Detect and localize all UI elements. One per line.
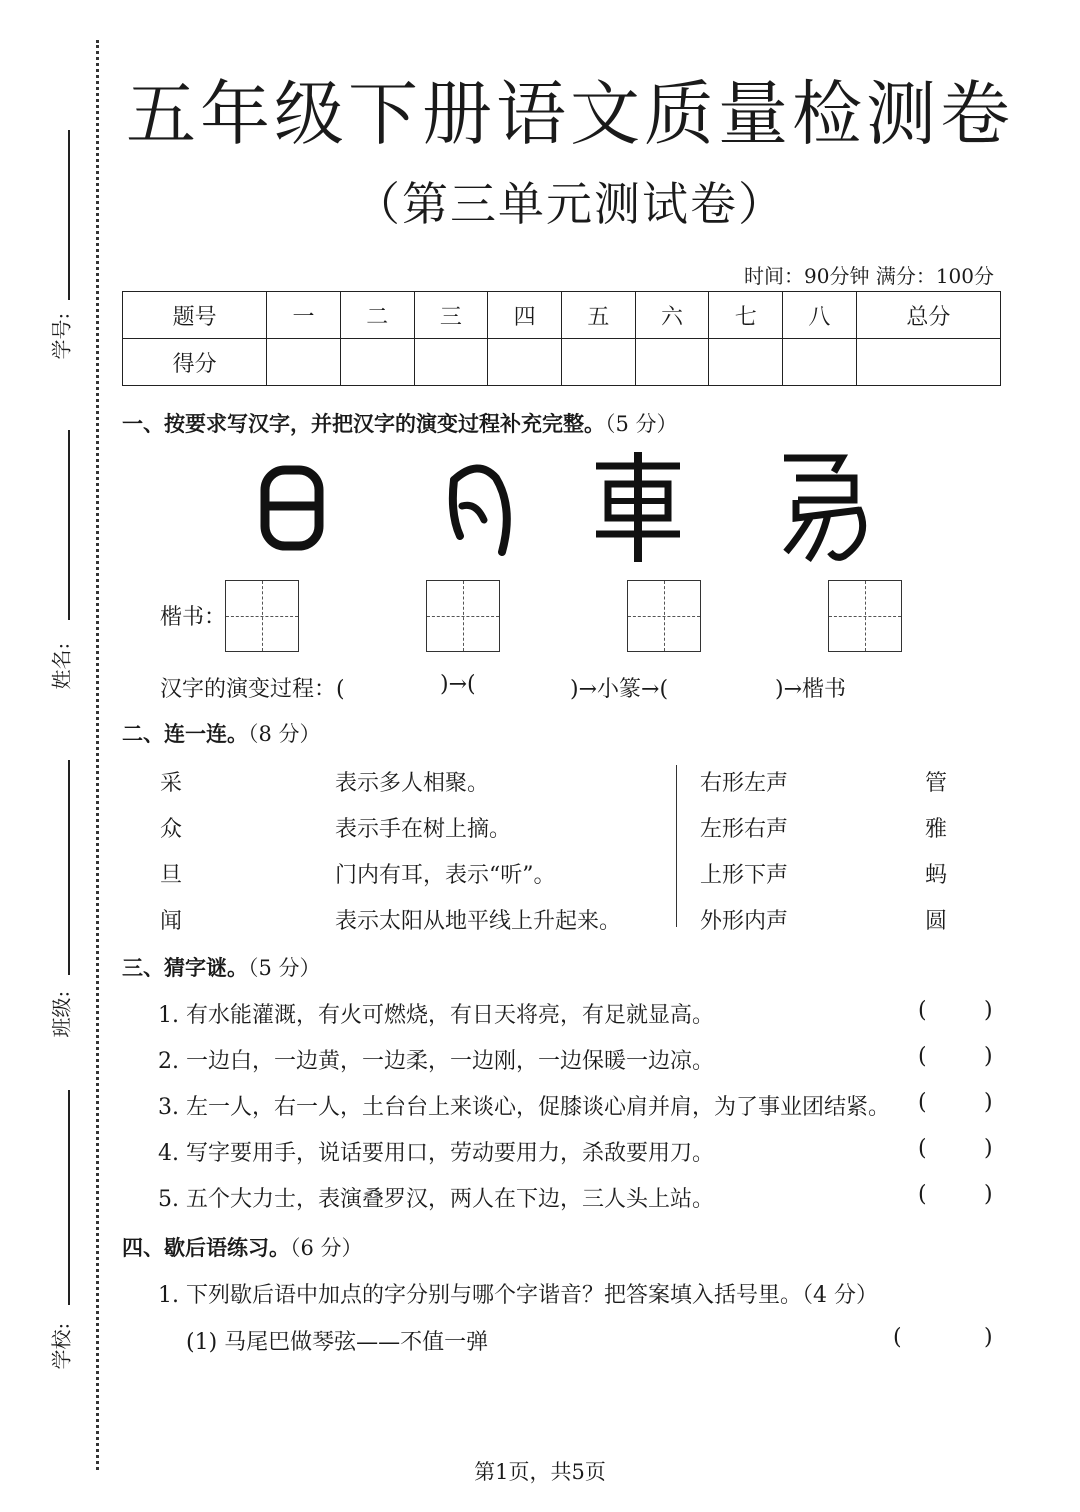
riddle-item: 1. 有水能灌溉，有火可燃烧，有日天将亮，有足就显高。 <box>158 1003 714 1028</box>
ancient-glyph-moon <box>432 448 552 568</box>
page-footer: 第1页，共5页 <box>474 1460 606 1484</box>
answer-paren-open[interactable]: ( <box>918 1044 927 1069</box>
score-header-cell: 八 <box>783 292 857 339</box>
section2-heading <box>122 718 321 748</box>
match-char[interactable]: 旦 <box>160 863 183 888</box>
score-table-score-row <box>123 339 1001 386</box>
score-header-cell: 五 <box>561 292 635 339</box>
section1-heading <box>122 408 678 438</box>
riddle-item: 3. 左一人，右一人，土台台上来谈心，促膝谈心肩并肩，为了事业团结紧。 <box>158 1095 890 1120</box>
time-info: 时间：90分钟 满分：100分 <box>744 264 994 288</box>
answer-paren-close: ) <box>984 1182 993 1207</box>
section4-points: （6 分） <box>290 1236 363 1260</box>
score-table-header-row <box>123 292 1001 339</box>
page-subtitle: （第三单元测试卷） <box>354 177 786 231</box>
kaishu-writing-box[interactable] <box>225 580 299 652</box>
evolution-middle: )→小篆→( <box>570 677 669 702</box>
score-input-cell[interactable] <box>561 339 635 386</box>
match-word[interactable]: 雅 <box>925 817 948 842</box>
class-label: 班级: <box>49 990 74 1038</box>
match-structure[interactable]: 左形右声 <box>700 817 789 842</box>
section1-points: （5 分） <box>605 412 678 436</box>
match-structure[interactable]: 外形内声 <box>700 909 789 934</box>
score-input-cell[interactable] <box>856 339 1000 386</box>
score-header-cell: 七 <box>709 292 783 339</box>
ancient-glyph-sun <box>232 448 352 568</box>
kaishu-writing-box[interactable] <box>627 580 701 652</box>
section2-title: 二、连一连。 <box>122 721 248 746</box>
answer-paren-close: ) <box>984 1136 993 1161</box>
score-input-cell[interactable] <box>783 339 857 386</box>
answer-paren-open[interactable]: ( <box>918 1090 927 1115</box>
evolution-arrow-1: )→( <box>440 672 476 697</box>
page-title: 五年级下册语文质量检测卷 <box>126 73 1014 155</box>
answer-paren-open[interactable]: ( <box>918 1136 927 1161</box>
answer-paren-open[interactable]: ( <box>918 998 927 1023</box>
score-header-cell: 一 <box>267 292 341 339</box>
section4-question-1: 1. 下列歇后语中加点的字分别与哪个字谐音？把答案填入括号里。（4 分） <box>158 1283 878 1308</box>
ancient-glyph-vehicle <box>578 448 698 568</box>
match-meaning[interactable]: 表示手在树上摘。 <box>335 817 512 842</box>
answer-paren-close: ) <box>984 1090 993 1115</box>
class-line <box>68 760 70 975</box>
score-header-cell: 二 <box>340 292 414 339</box>
match-structure[interactable]: 上形下声 <box>700 863 789 888</box>
section1-title: 一、按要求写汉字，并把汉字的演变过程补充完整。 <box>122 411 605 436</box>
match-word[interactable]: 蚂 <box>925 863 948 888</box>
school-line <box>68 1090 70 1305</box>
binding-dotted-line <box>96 40 99 1470</box>
score-input-cell[interactable] <box>414 339 488 386</box>
match-structure[interactable]: 右形左声 <box>700 771 789 796</box>
section4-heading <box>122 1232 363 1262</box>
answer-paren-open[interactable]: ( <box>918 1182 927 1207</box>
student-id-line <box>68 130 70 300</box>
score-header-cell: 题号 <box>123 292 267 339</box>
match-meaning[interactable]: 表示太阳从地平线上升起来。 <box>335 909 622 934</box>
section2-points: （8 分） <box>248 722 321 746</box>
score-header-cell: 总分 <box>856 292 1000 339</box>
kaishu-label: 楷书： <box>160 605 227 630</box>
score-input-cell[interactable] <box>709 339 783 386</box>
score-input-cell[interactable] <box>488 339 562 386</box>
match-meaning[interactable]: 门内有耳，表示“听”。 <box>335 863 556 888</box>
kaishu-writing-box[interactable] <box>828 580 902 652</box>
riddle-item: 5. 五个大力士，表演叠罗汉，两人在下边，三人头上站。 <box>158 1187 714 1212</box>
section3-points: （5 分） <box>248 956 321 980</box>
evolution-prefix: 汉字的演变过程：( <box>160 677 345 702</box>
score-row-label: 得分 <box>123 339 267 386</box>
match-word[interactable]: 管 <box>925 771 948 796</box>
name-line <box>68 430 70 620</box>
answer-paren-close: ) <box>984 1044 993 1069</box>
match-divider <box>676 765 677 927</box>
riddle-item: 2. 一边白，一边黄，一边柔，一边刚，一边保暖一边凉。 <box>158 1049 714 1074</box>
section4-question-1-1: (1) 马尾巴做琴弦——不值一弹 <box>186 1330 489 1355</box>
score-header-cell: 三 <box>414 292 488 339</box>
score-header-cell: 六 <box>635 292 709 339</box>
section3-title: 三、猜字谜。 <box>122 955 248 980</box>
score-header-cell: 四 <box>488 292 562 339</box>
match-meaning[interactable]: 表示多人相聚。 <box>335 771 490 796</box>
riddle-item: 4. 写字要用手，说话要用口，劳动要用力，杀敌要用刀。 <box>158 1141 714 1166</box>
name-label: 姓名: <box>49 642 74 690</box>
ancient-glyph-horse <box>768 448 888 568</box>
score-input-cell[interactable] <box>340 339 414 386</box>
kaishu-writing-box[interactable] <box>426 580 500 652</box>
school-label: 学校: <box>49 1322 74 1370</box>
answer-paren-close: ) <box>984 1325 993 1350</box>
section3-heading <box>122 952 321 982</box>
answer-paren-open[interactable]: ( <box>893 1325 902 1350</box>
section4-title: 四、歇后语练习。 <box>122 1235 290 1260</box>
answer-paren-close: ) <box>984 998 993 1023</box>
score-input-cell[interactable] <box>267 339 341 386</box>
score-table <box>122 291 1001 386</box>
student-id-label: 学号: <box>49 312 74 360</box>
evolution-end: )→楷书 <box>775 677 847 702</box>
match-char[interactable]: 闻 <box>160 909 183 934</box>
match-word[interactable]: 圆 <box>925 909 948 934</box>
match-char[interactable]: 众 <box>160 817 183 842</box>
match-char[interactable]: 采 <box>160 771 183 796</box>
score-input-cell[interactable] <box>635 339 709 386</box>
